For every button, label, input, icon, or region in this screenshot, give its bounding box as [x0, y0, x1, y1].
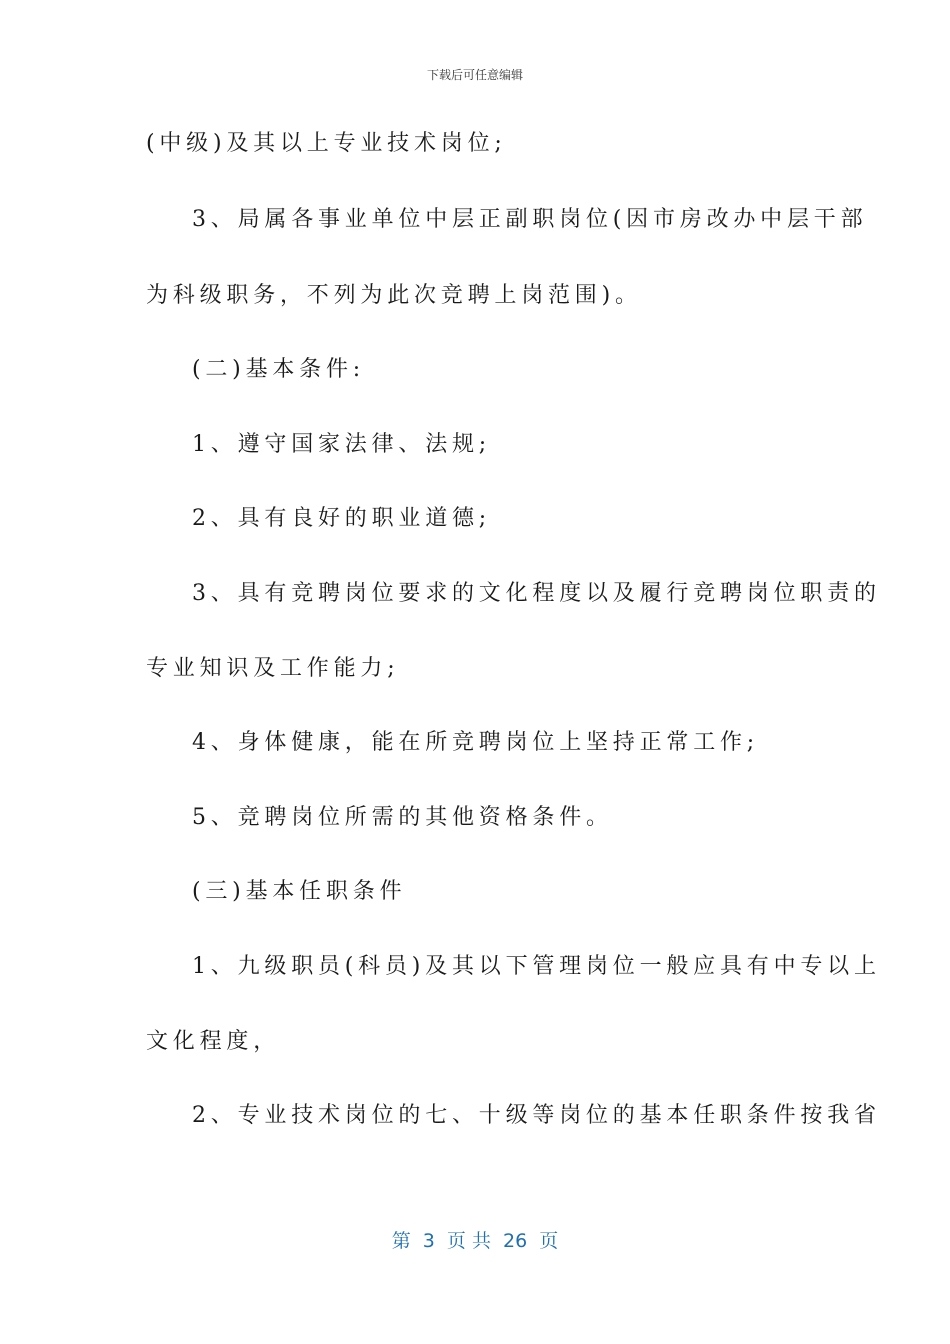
text-line: 1、遵守国家法律、法规;: [192, 432, 492, 457]
text-line: 为科级职务，不列为此次竞聘上岗范围)。: [146, 283, 642, 308]
text-line: (中级)及其以上专业技术岗位;: [146, 131, 507, 156]
page-number-footer: 第 3 页 共 26 页: [391, 1230, 559, 1252]
text-line: 2、专业技术岗位的七、十级等岗位的基本任职条件按我省: [192, 1103, 881, 1128]
text-line: 文化程度，: [146, 1029, 281, 1054]
text-line: (三)基本任职条件: [192, 879, 407, 904]
text-line: 4、身体健康，能在所竞聘岗位上坚持正常工作;: [192, 730, 760, 755]
text-line: 2、具有良好的职业道德;: [192, 506, 492, 531]
text-line: (二)基本条件:: [192, 357, 365, 382]
page-header: 下载后可任意编辑: [426, 68, 523, 82]
text-line: 1、九级职员(科员)及其以下管理岗位一般应具有中专以上: [192, 954, 881, 979]
text-line: 3、局属各事业单位中层正副职岗位(因市房改办中层干部: [192, 207, 868, 232]
text-line: 专业知识及工作能力;: [146, 656, 400, 681]
text-line: 5、竞聘岗位所需的其他资格条件。: [192, 805, 613, 830]
text-line: 3、具有竞聘岗位要求的文化程度以及履行竞聘岗位职责的: [192, 581, 881, 606]
